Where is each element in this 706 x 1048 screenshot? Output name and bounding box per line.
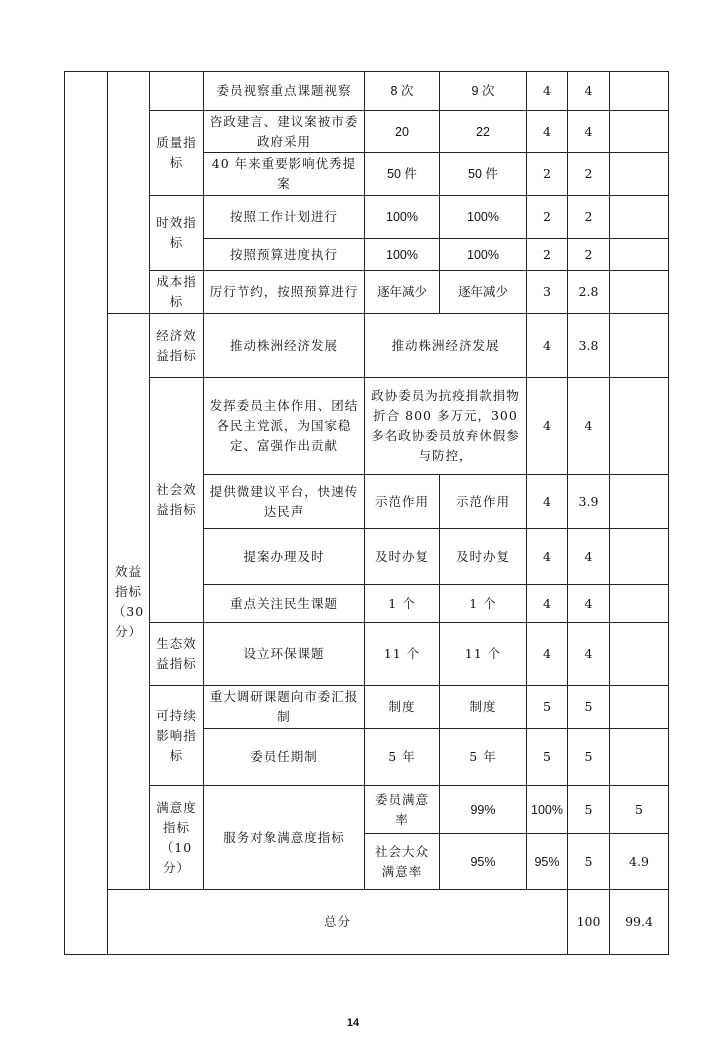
- indicator-cell: 提案办理及时: [204, 529, 365, 585]
- weight-cell: 4: [527, 72, 568, 111]
- economic-benefit-label: 经济效益指标: [150, 314, 204, 378]
- remark-cell: [610, 475, 669, 529]
- weight-cell: 5: [527, 686, 568, 729]
- total-label: 总分: [108, 890, 568, 955]
- score-cell: 5: [568, 729, 610, 786]
- indicator-cell: 重点关注民生课题: [204, 585, 365, 623]
- remark-cell: [610, 314, 669, 378]
- score-cell: 4: [568, 529, 610, 585]
- indicator-cell: 委员视察重点课题视察: [204, 72, 365, 111]
- indicator-cell: 提供微建议平台，快速传达民声: [204, 475, 365, 529]
- social-benefit-label: 社会效益指标: [150, 378, 204, 623]
- weight-cell: 5: [568, 834, 610, 890]
- weight-cell: 2: [527, 196, 568, 239]
- weight-cell: 4: [527, 111, 568, 153]
- target-cell: 示范作用: [365, 475, 440, 529]
- indicator-cell: 委员任期制: [204, 729, 365, 786]
- target-cell: 99%: [440, 786, 527, 834]
- actual-cell: 11 个: [440, 623, 527, 686]
- target-cell: 制度: [365, 686, 440, 729]
- table-row: [65, 786, 669, 834]
- actual-cell: 及时办复: [440, 529, 527, 585]
- indicator-cell: 咨政建言、建议案被市委政府采用: [204, 111, 365, 153]
- target-cell: 11 个: [365, 623, 440, 686]
- actual-cell: 5 年: [440, 729, 527, 786]
- remark-cell: [610, 239, 669, 271]
- table-row: [65, 111, 669, 153]
- target-cell: 8 次: [365, 72, 440, 111]
- target-cell: 100%: [365, 239, 440, 271]
- table-row: [65, 686, 669, 729]
- actual-cell: 9 次: [440, 72, 527, 111]
- actual-cell: 50 件: [440, 153, 527, 196]
- score-cell: 5: [610, 786, 669, 834]
- target-cell: 20: [365, 111, 440, 153]
- target-cell: 1 个: [365, 585, 440, 623]
- score-cell: 4: [568, 623, 610, 686]
- table-row: [65, 623, 669, 686]
- target-cell: 逐年减少: [365, 271, 440, 314]
- weight-cell: 2: [527, 153, 568, 196]
- weight-cell: 5: [568, 786, 610, 834]
- actual-cell: 制度: [440, 686, 527, 729]
- category-column-blank: [65, 72, 108, 955]
- sustainable-impact-label: 可持续影响指标: [150, 686, 204, 786]
- remark-cell: [610, 271, 669, 314]
- actual-cell: 100%: [440, 196, 527, 239]
- table-row: [65, 271, 669, 314]
- score-cell: 3.8: [568, 314, 610, 378]
- subcategory-blank: [150, 72, 204, 111]
- weight-cell: 4: [527, 314, 568, 378]
- total-score: 99.4: [610, 890, 669, 955]
- merged-target-actual-cell: 政协委员为抗疫捐款捐物折合 800 多万元，300 多名政协委员放弃休假参与防控，: [365, 378, 527, 475]
- table-row: [65, 196, 669, 239]
- indicator-cell: 发挥委员主体作用、团结各民主党派，为国家稳定、富强作出贡献: [204, 378, 365, 475]
- total-weight: 100: [568, 890, 610, 955]
- score-cell: 4: [568, 585, 610, 623]
- score-cell: 4: [568, 111, 610, 153]
- score-cell: 2.8: [568, 271, 610, 314]
- actual-cell: 95%: [527, 834, 568, 890]
- satisfaction-indicator-label: 满意度指标（10分）: [150, 786, 204, 890]
- service-satisfaction-label: 服务对象满意度指标: [204, 786, 365, 890]
- indicator-cell: 社会大众满意率: [365, 834, 440, 890]
- indicator-cell: 40 年来重要影响优秀提案: [204, 153, 365, 196]
- score-cell: 3.9: [568, 475, 610, 529]
- actual-cell: 示范作用: [440, 475, 527, 529]
- target-cell: 50 件: [365, 153, 440, 196]
- remark-cell: [610, 529, 669, 585]
- actual-cell: 逐年减少: [440, 271, 527, 314]
- table-row: [65, 72, 669, 111]
- score-cell: 2: [568, 239, 610, 271]
- score-cell: 2: [568, 153, 610, 196]
- score-cell: 4: [568, 72, 610, 111]
- actual-cell: 100%: [527, 786, 568, 834]
- table-row: [65, 378, 669, 475]
- remark-cell: [610, 111, 669, 153]
- target-cell: 及时办复: [365, 529, 440, 585]
- actual-cell: 22: [440, 111, 527, 153]
- weight-cell: 5: [527, 729, 568, 786]
- timeliness-indicator-label: 时效指标: [150, 196, 204, 271]
- weight-cell: 4: [527, 623, 568, 686]
- indicator-cell: 设立环保课题: [204, 623, 365, 686]
- output-indicator-column-blank: [108, 72, 150, 314]
- target-cell: 5 年: [365, 729, 440, 786]
- indicator-cell: 委员满意率: [365, 786, 440, 834]
- table-row: [65, 314, 669, 378]
- remark-cell: [610, 72, 669, 111]
- indicator-cell: 推动株洲经济发展: [204, 314, 365, 378]
- score-cell: 4: [568, 378, 610, 475]
- weight-cell: 4: [527, 529, 568, 585]
- weight-cell: 4: [527, 585, 568, 623]
- remark-cell: [610, 196, 669, 239]
- score-cell: 2: [568, 196, 610, 239]
- page-number: 14: [346, 1017, 360, 1029]
- target-cell: 100%: [365, 196, 440, 239]
- actual-cell: 100%: [440, 239, 527, 271]
- indicator-cell: 按照工作计划进行: [204, 196, 365, 239]
- performance-evaluation-table: [64, 71, 669, 955]
- merged-target-actual-cell: 推动株洲经济发展: [365, 314, 527, 378]
- score-cell: 5: [568, 686, 610, 729]
- total-row: [65, 890, 669, 955]
- remark-cell: [610, 153, 669, 196]
- eco-benefit-label: 生态效益指标: [150, 623, 204, 686]
- score-cell: 4.9: [610, 834, 669, 890]
- remark-cell: [610, 686, 669, 729]
- remark-cell: [610, 378, 669, 475]
- remark-cell: [610, 623, 669, 686]
- weight-cell: 3: [527, 271, 568, 314]
- cost-indicator-label: 成本指标: [150, 271, 204, 314]
- actual-cell: 1 个: [440, 585, 527, 623]
- remark-cell: [610, 729, 669, 786]
- benefit-indicator-label: 效益指标（30分）: [108, 314, 150, 890]
- remark-cell: [610, 585, 669, 623]
- weight-cell: 2: [527, 239, 568, 271]
- indicator-cell: 重大调研课题向市委汇报制: [204, 686, 365, 729]
- indicator-cell: 厉行节约，按照预算进行: [204, 271, 365, 314]
- indicator-cell: 按照预算进度执行: [204, 239, 365, 271]
- quality-indicator-label: 质量指标: [150, 111, 204, 196]
- weight-cell: 4: [527, 475, 568, 529]
- target-cell: 95%: [440, 834, 527, 890]
- weight-cell: 4: [527, 378, 568, 475]
